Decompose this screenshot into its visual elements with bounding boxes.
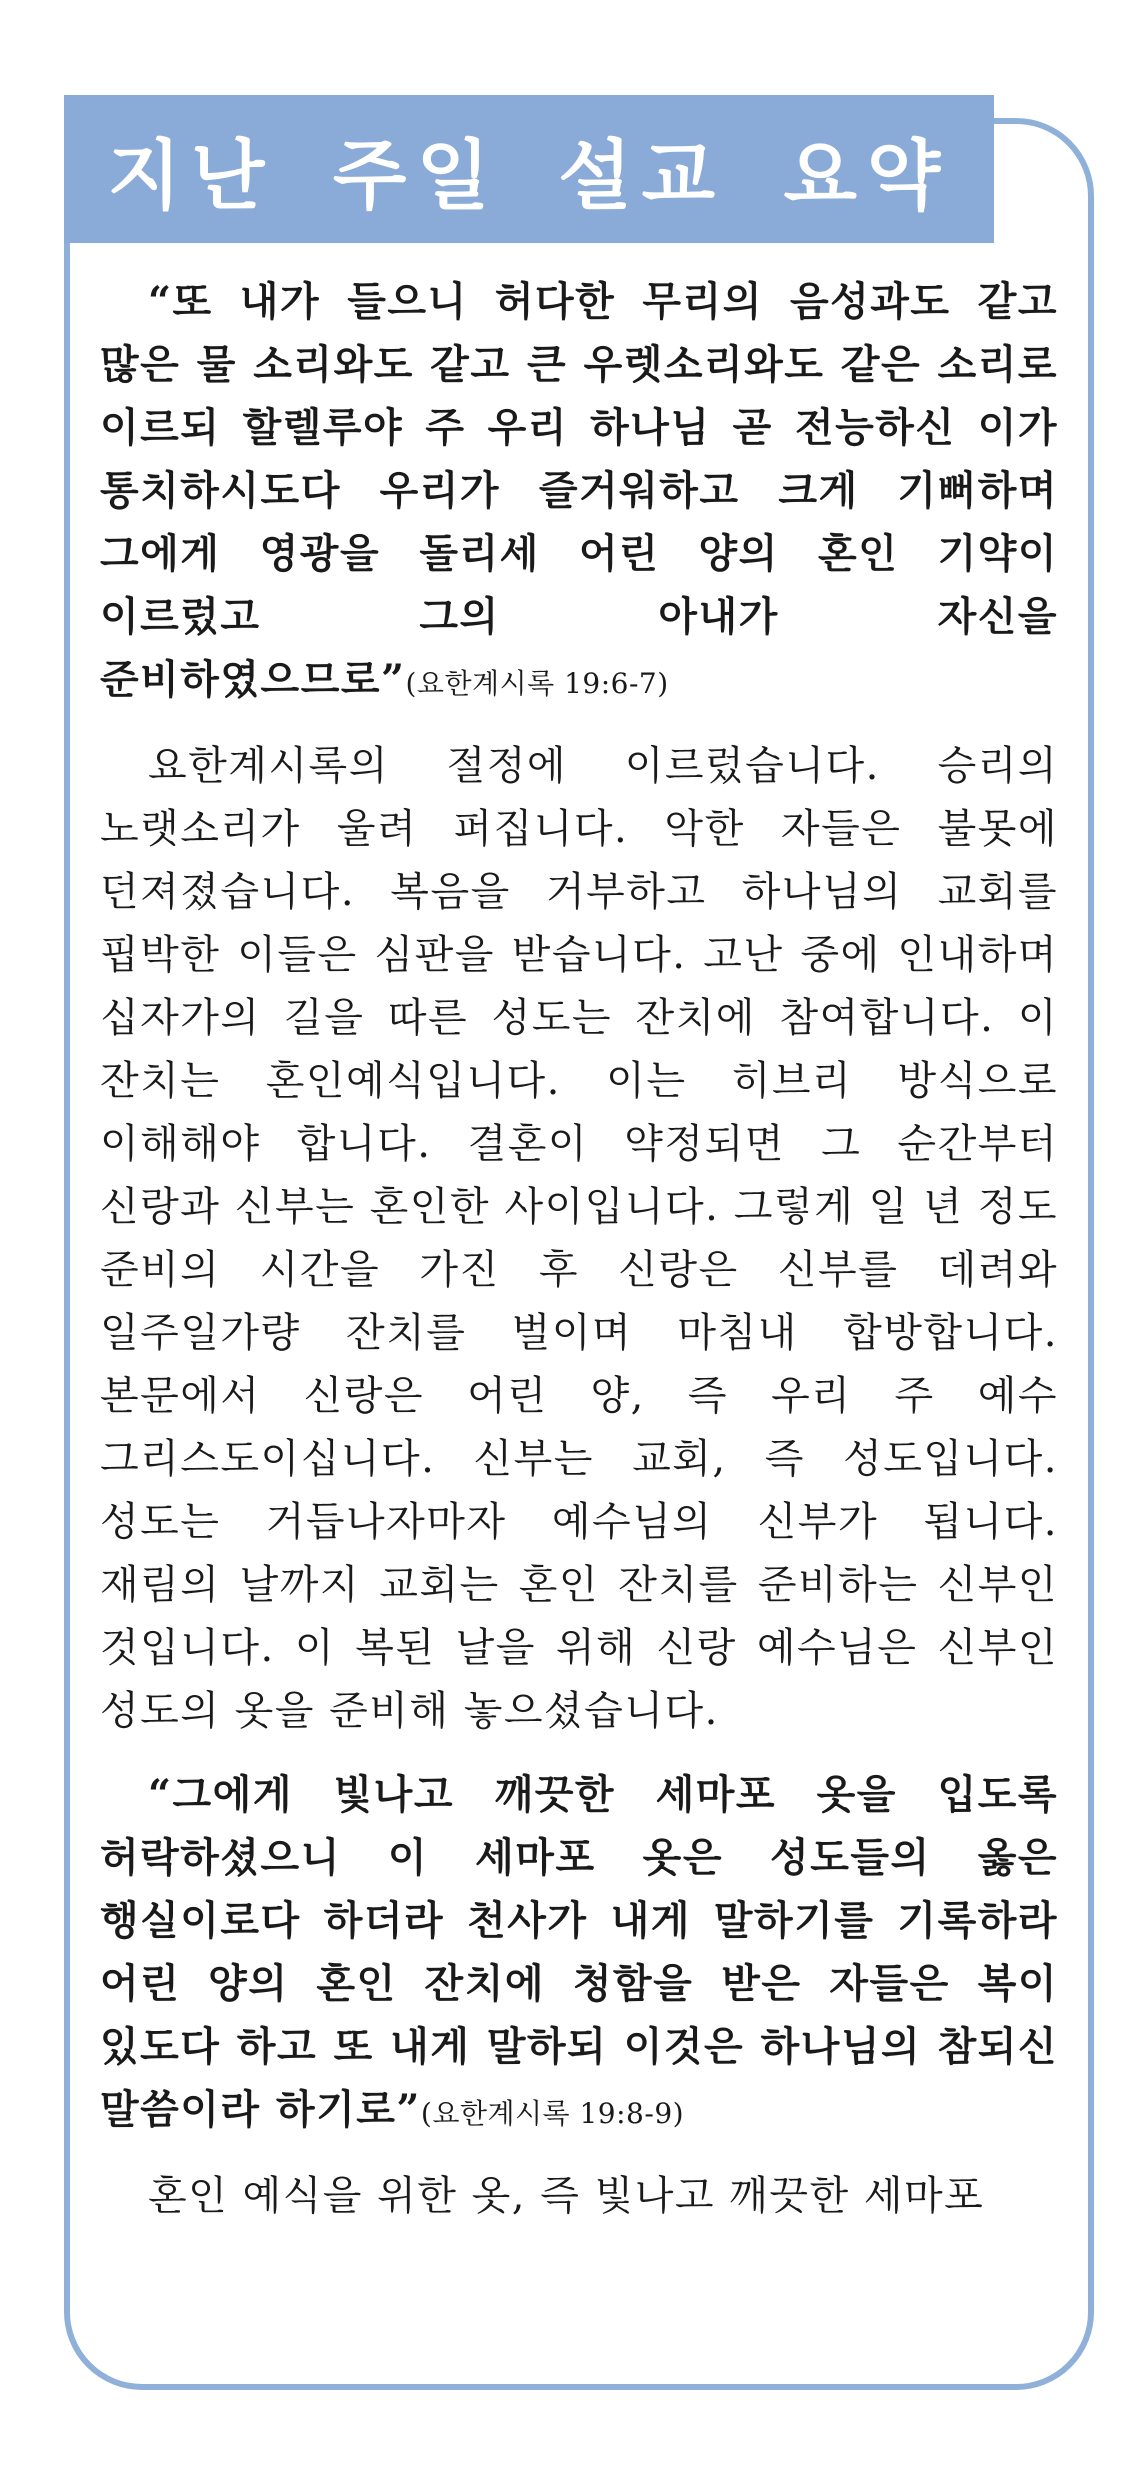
scripture-quote-1	[100, 270, 1058, 715]
scripture-reference-2: (요한계시록 19:8-9)	[420, 2097, 685, 2130]
scripture-reference-1: (요한계시록 19:6-7)	[405, 667, 669, 700]
scripture-quote-2-text: “그에게 빛나고 깨끗한 세마포 옷을 입도록 허락하셨으니 이 세마포 옷은 성도들의 옳은 행실이로다 하더라 천사가 내게 말하기를 기록하라 어린 양의 혼인 잔치에 청함을 받은 자들은 복이 있도다 하고 또 내게 말하되 이것은 하나님의 참되신 말씀이라 하기로”	[100, 1771, 1058, 2133]
page-title: 지난 주일 설교 요약	[107, 130, 951, 220]
summary-paragraph-2: 혼인 예식을 위한 옷, 즉 빛나고 깨끗한 세마포	[148, 2173, 985, 2219]
sermon-summary-body	[100, 270, 1058, 2228]
summary-paragraph-1: 요한계시록의 절정에 이르렀습니다. 승리의 노랫소리가 울려 퍼집니다. 악한 자들은 불못에 던져졌습니다. 복음을 거부하고 하나님의 교회를 핍박한 이들은 심판을 받습니다. 고난 중에 인내하며 십자가의 길을 따른 성도는 잔치에 참여합니다. 이 잔치는 혼인예식입니다. 이는 히브리 방식으로 이해해야 합니다. 결혼이 약정되면 그 순간부터 신랑과 신부는 혼인한 사이입니다. 그렇게 일 년 정도 준비의 시간을 가진 후 신랑은 신부를 데려와 일주일가량 잔치를 벌이며 마침내 합방합니다. 본문에서 신랑은 어린 양, 즉 우리 주 예수 그리스도이십니다. 신부는 교회, 즉 성도입니다. 성도는 거듭나자마자 예수님의 신부가 됩니다. 재림의 날까지 교회는 혼인 잔치를 준비하는 신부인 것입니다. 이 복된 날을 위해 신랑 예수님은 신부인 성도의 옷을 준비해 놓으셨습니다.	[100, 743, 1058, 1734]
scripture-quote-2	[100, 1763, 1058, 2145]
title-banner	[64, 95, 994, 243]
scripture-quote-1-text: “또 내가 들으니 허다한 무리의 음성과도 같고 많은 물 소리와도 같고 큰 우렛소리와도 같은 소리로 이르되 할렐루야 주 우리 하나님 곧 전능하신 이가 통치하시도다 우리가 즐거워하고 크게 기뻐하며 그에게 영광을 돌리세 어린 양의 혼인 기약이 이르렀고 그의 아내가 자신을 준비하였으므로”	[100, 278, 1058, 703]
